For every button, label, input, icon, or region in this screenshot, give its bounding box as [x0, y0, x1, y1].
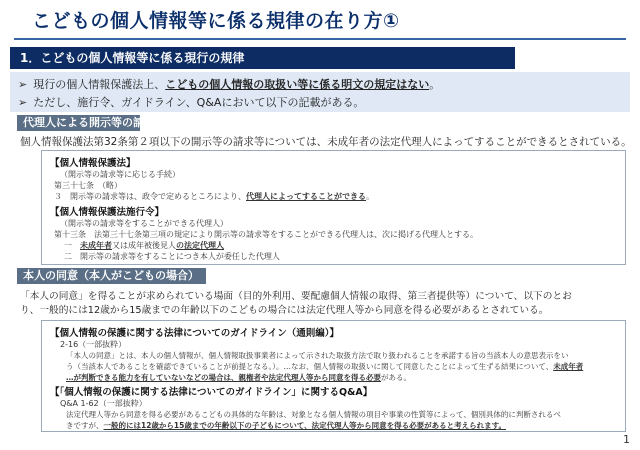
statute-text: 一 — [64, 241, 80, 250]
qa-line: 法定代理人等から同意を得る必要があるこどもの具体的な年齢は、対象となる個人情報の項目や事業の性質等によって、個別具体的に判断されるべ — [66, 410, 561, 419]
bullet-item — [18, 76, 440, 92]
statute-heading: 【個人情報保護法】 — [50, 158, 136, 169]
guideline-box — [41, 320, 626, 432]
section1-header: 1．こどもの個人情報等に係る現行の規律 — [10, 47, 515, 69]
statute-emphasis: 代理人によってすることができる — [246, 192, 366, 201]
statute-text: 又は成年被後見人 — [112, 241, 176, 250]
statute-line — [54, 191, 374, 202]
arrow-bullet-icon: ➢ — [18, 78, 28, 91]
section2-intro: 個人情報保護法第32条第２項以下の開示等の請求等については、未成年者の法定代理人によってすることができるとされている。 — [20, 136, 632, 148]
qa-line — [66, 420, 506, 431]
bullet-text: ただし、施行令、ガイドライン、Q&Aにおいて以下の記載がある。 — [33, 96, 365, 109]
statute-line: （開示等の請求等をすることができる代理人） — [60, 219, 228, 228]
page-title: こどもの個人情報等に係る規律の在り方① — [32, 10, 400, 32]
bullet-text: 。 — [429, 78, 441, 91]
qa-heading: 【「個人情報の保護に関する法律についてのガイドライン」に関するQ&A】 — [50, 387, 373, 398]
guideline-emphasis: …が判断できる能力を有していないなどの場合は、親権者や法定代理人等から同意を得る必要 — [66, 373, 381, 382]
page-number: 1 — [623, 433, 630, 446]
bullet-emphasis: こどもの個人情報の取扱い等に係る明文の規定はない — [165, 78, 430, 91]
guideline-line — [66, 361, 583, 372]
guideline-line — [66, 372, 411, 383]
qa-emphasis: 一般的には12歳から15歳までの年齢以下の子どもについて、法定代理人等から同意を得る必要があると考えられます。 — [103, 421, 506, 430]
statute-box — [41, 150, 626, 265]
guideline-line: 2-16（一部抜粋） — [60, 340, 127, 349]
section3-intro-line1: 「本人の同意」を得ることが求められている場面（目的外利用、要配慮個人情報の取得、第三者提供等）について、以下のとお — [20, 291, 572, 302]
section3-tab: 本人の同意（本人がこどもの場合） — [17, 268, 206, 284]
qa-line: Q&A 1-62（一部抜粋） — [60, 399, 147, 408]
section2-tab: 代理人による開示等の請求等 — [17, 115, 140, 131]
statute-text: 。 — [366, 192, 374, 201]
guideline-text: がある。 — [381, 373, 411, 382]
statute-line: （開示等の請求等に応じる手続） — [60, 170, 180, 179]
guideline-line: 「本人の同意」とは、本人の個人情報が、個人情報取扱事業者によって示された取扱方法で取り扱われることを承諾する旨の当該本人の意思表示をい — [66, 351, 569, 360]
bullet-item — [18, 94, 364, 110]
summary-bullets — [10, 72, 630, 112]
bullet-text: 現行の個人情報保護法上、 — [33, 78, 166, 91]
qa-text: きですが、 — [66, 421, 104, 430]
guideline-text: う（当該本人であることを確認できていることが前提となる。）。…なお、個人情報の取扱いに関して同意したことによって生ずる結果について、 — [66, 362, 554, 371]
guideline-emphasis: 未成年者 — [553, 362, 584, 371]
statute-text: ３ 開示等の請求等は、政令で定めるところにより、 — [54, 192, 246, 201]
guideline-heading: 【個人情報の保護に関する法律についてのガイドライン（通則編）】 — [50, 328, 339, 339]
statute-heading: 【個人情報保護法施行令】 — [50, 207, 165, 218]
statute-emphasis: の法定代理人 — [176, 241, 224, 250]
statute-line: 第三十七条 （略） — [54, 181, 122, 190]
arrow-bullet-icon: ➢ — [18, 96, 28, 109]
statute-line: 二 開示等の請求等をすることにつき本人が委任した代理人 — [64, 252, 280, 261]
statute-line: 第十三条 法第三十七条第三項の規定により開示等の請求等をすることができる代理人は、次に掲げる代理人とする。 — [54, 230, 478, 239]
title-rule — [14, 38, 626, 40]
statute-emphasis: 未成年者 — [80, 241, 112, 250]
statute-line — [64, 240, 224, 251]
section3-intro-line2: り、一般的には12歳から15歳までの年齢以下のこどもの場合には法定代理人等から同意を得る必要があるとされている。 — [20, 305, 549, 316]
